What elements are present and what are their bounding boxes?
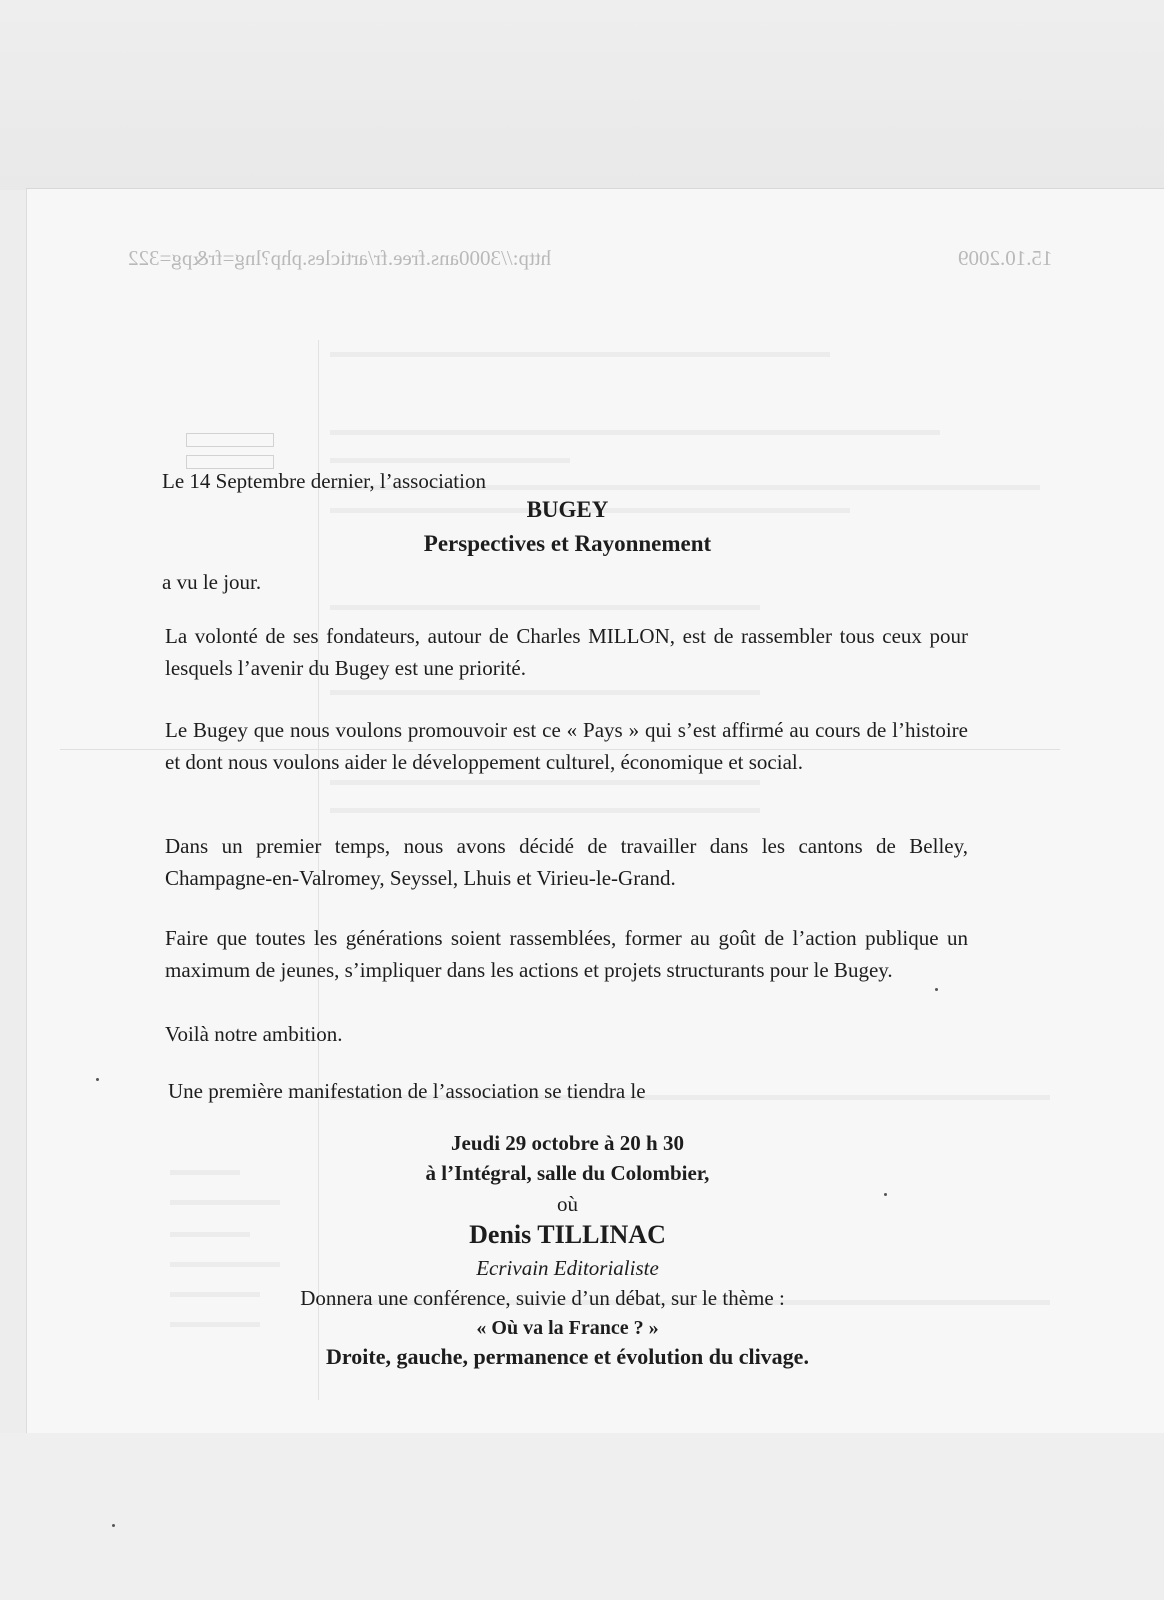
bleed-through-line [330,430,940,435]
bleed-through-line [330,808,760,813]
talk-subtitle: Droite, gauche, permanence et évolution du clivage. [326,1344,809,1369]
ambition-line: Voilà notre ambition. [165,1022,343,1046]
association-subtitle: Perspectives et Rayonnement [423,531,712,556]
event-intro: Une première manifestation de l’association se tiendra le [168,1079,646,1103]
bleed-through-line [330,458,570,463]
paragraph-cantons: Dans un premier temps, nous avons décidé de travailler dans les cantons de Belley, Champagne-en-Valromey, Seyssel, Lhuis et Virieu-le-Grand. [165,834,968,890]
speaker-title: Ecrivain Editorialiste [476,1256,659,1280]
scan-speck [884,1193,887,1196]
speaker-name: Denis TILLINAC [469,1220,666,1249]
paragraph-pays: Le Bugey que nous voulons promouvoir est ce « Pays » qui s’est affirmé au cours de l’histoire et dont nous voulons aider le développement culturel, économique et social. [165,718,968,774]
scan-speck [935,988,938,991]
talk-theme: « Où va la France ? » [476,1317,659,1339]
bleed-through-line [330,605,760,610]
bleed-through-url: http://3000ans.free.fr/articles.php?lng=fr&pg=322 [128,246,552,270]
bleed-through-line [330,352,830,357]
event-where: où [557,1192,578,1216]
scan-speck [112,1524,115,1527]
paragraph-founders: La volonté de ses fondateurs, autour de Charles MILLON, est de rassembler tous ceux pour lesquels l’avenir du Bugey est une priorité. [165,624,968,680]
bleed-through-date: 15.10.2009 [958,246,1053,270]
bleed-through-box [186,433,274,447]
talk-intro: Donnera une conférence, suivie d’un débat, sur le thème : [300,1286,785,1310]
association-name: BUGEY [526,497,609,522]
event-date: Jeudi 29 octobre à 20 h 30 [451,1131,684,1155]
scan-background-top [0,0,1164,190]
intro-closing: a vu le jour. [162,570,262,594]
event-place: à l’Intégral, salle du Colombier, [425,1161,710,1185]
bleed-through-line [330,690,760,695]
intro-line: Le 14 Septembre dernier, l’association [162,469,486,493]
scan-background-bottom [0,1433,1164,1600]
scan-speck [96,1078,99,1081]
paragraph-generations: Faire que toutes les générations soient rassemblées, former au goût de l’action publique un maximum de jeunes, s’impliquer dans les actions et projets structurants pour le Bugey. [165,926,968,982]
bleed-through-line [330,780,760,785]
